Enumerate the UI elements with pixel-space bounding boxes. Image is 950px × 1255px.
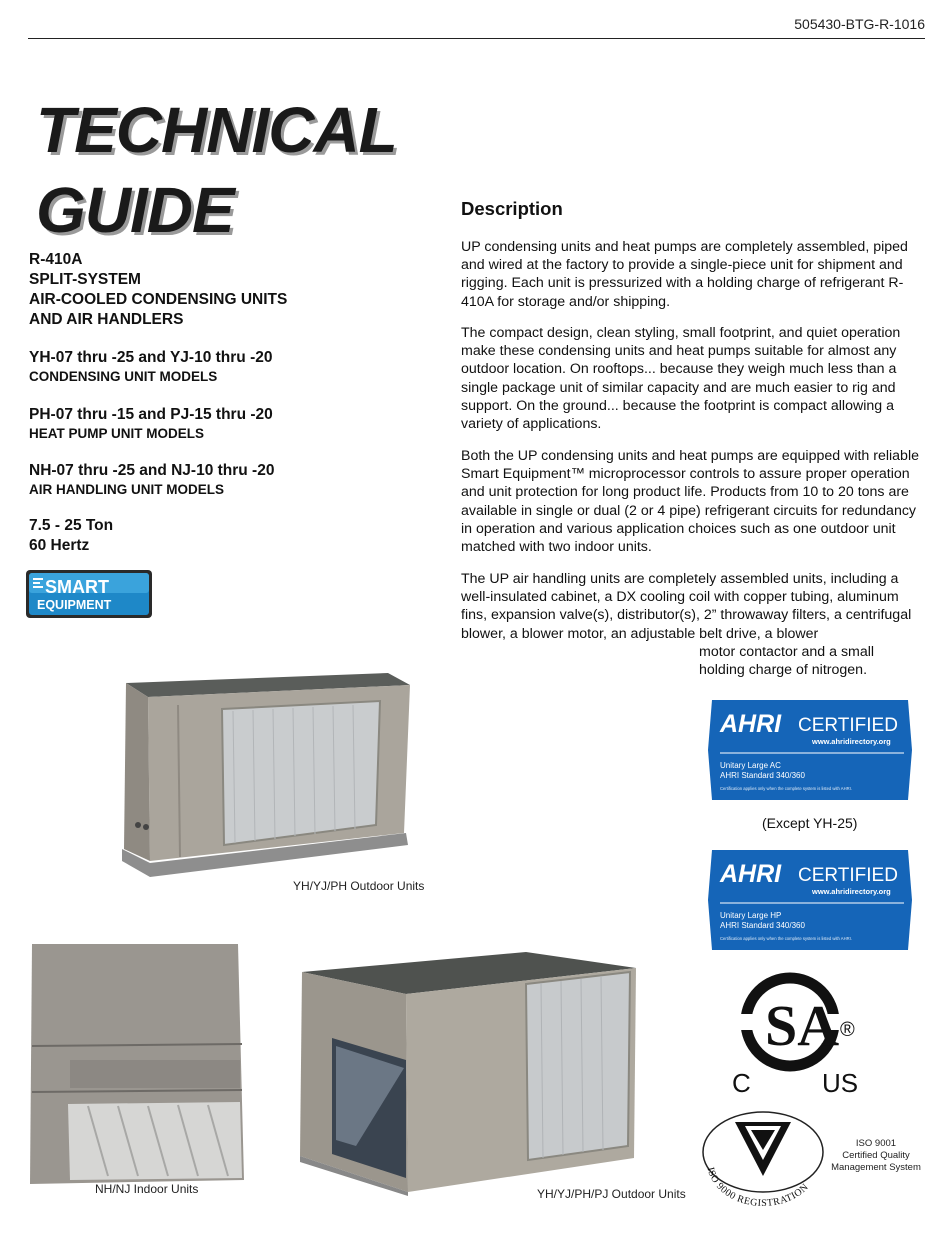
header-rule xyxy=(28,38,925,39)
iso-caption-line2: Certified Quality xyxy=(842,1150,910,1161)
ahri-hp-fine: Certification applies only when the complete system is listed with AHRI. xyxy=(720,936,852,941)
description-heading: Description xyxy=(461,198,563,219)
category-line-2: AND AIR HANDLERS xyxy=(29,311,184,328)
ahri-certified-hp-badge xyxy=(706,848,914,952)
ahri-ac-certified: CERTIFIED xyxy=(798,715,898,736)
ahri-hp-brand: AHRI xyxy=(720,860,782,888)
iso-caption-line1: ISO 9001 xyxy=(855,1138,897,1149)
outdoor-unit-image-bottom xyxy=(296,946,641,1196)
outdoor-unit-image-top xyxy=(118,665,418,905)
indoor-unit-image xyxy=(28,940,248,1190)
refrigerant: R-410A xyxy=(29,251,83,268)
condensing-label: CONDENSING UNIT MODELS xyxy=(29,369,218,384)
heat-pump-models: PH-07 thru -15 and PJ-15 thru -20 xyxy=(29,406,273,423)
csa-us: US xyxy=(822,1068,859,1098)
csa-registered: ® xyxy=(840,1019,855,1041)
ahri-ac-note: (Except YH-25) xyxy=(762,815,858,831)
iso-caption-line3: Management System xyxy=(831,1162,921,1173)
description-paragraph-4: The UP air handling units are completely assembled units, including a well-insulated cabinet, a DX cooling coil with copper tubing, aluminum fins, expansion valve(s), distributor(s), 2” throwaway filters, a centrifugal blower, a blower motor, an adjustable belt drive, a blower xyxy=(461,571,912,642)
title-line-1: TECHNICAL xyxy=(36,94,397,166)
caption-outdoor-bottom: YH/YJ/PH/PJ Outdoor Units xyxy=(537,1187,686,1201)
ahri-hp-url: www.ahridirectory.org xyxy=(812,887,891,896)
condensing-models: YH-07 thru -25 and YJ-10 thru -20 xyxy=(29,349,273,366)
ahri-hp-certified: CERTIFIED xyxy=(798,865,898,886)
ahri-ac-line1: Unitary Large AC xyxy=(720,761,781,770)
description-paragraph-2: The compact design, clean styling, small footprint, and quiet operation make these condensing units and heat pumps suitable for almost any outdoor location. On rooftops... because they weigh much less than a single package unit of similar capacity and are much easier to rig and support. On the ground... because the footprint is compact allowing a variety of applications. xyxy=(461,325,901,433)
ahri-hp-line2: AHRI Standard 340/360 xyxy=(720,921,805,930)
smart-logo-line1: SMART xyxy=(45,577,109,597)
ahri-certified-ac-badge xyxy=(706,698,914,802)
tonnage: 7.5 - 25 Ton xyxy=(29,517,114,534)
caption-indoor: NH/NJ Indoor Units xyxy=(95,1182,199,1196)
frequency: 60 Hertz xyxy=(29,537,90,554)
caption-outdoor-top: YH/YJ/PH Outdoor Units xyxy=(293,879,425,893)
iso-arc-text: ISO 9000 REGISTRATION xyxy=(704,1166,811,1208)
document-number: 505430-BTG-R-1016 xyxy=(794,16,925,32)
csa-mark-letters: SA xyxy=(765,993,840,1058)
description-paragraph-3: Both the UP condensing units and heat pumps are equipped with reliable Smart Equipment™ microprocessor controls to assure proper operation and unit protection for long product life. Products from 10 to 20 tons are available in single or dual (2 or 4 pipe) refrigerant circuits for redundancy in operation and various application choices such as one outdoor unit matched with two indoor units. xyxy=(461,448,919,556)
ahri-ac-fine: Certification applies only when the complete system is listed with AHRI. xyxy=(720,786,852,791)
smart-equipment-logo xyxy=(25,569,153,619)
description-paragraph-4-tail-2: holding charge of nitrogen. xyxy=(699,662,868,678)
system-type: SPLIT-SYSTEM xyxy=(29,271,141,288)
ahri-ac-brand: AHRI xyxy=(720,710,782,738)
description-paragraph-1: UP condensing units and heat pumps are completely assembled, piped and wired at the factory to provide a single-piece unit for shipment and rigging. Each unit is pressurized with a holding charge of refrigerant R-410A for storage and/or shipping. xyxy=(461,239,908,310)
category-line-1: AIR-COOLED CONDENSING UNITS xyxy=(29,291,288,308)
air-handler-label: AIR HANDLING UNIT MODELS xyxy=(29,482,224,497)
iso-caption xyxy=(826,1138,926,1174)
heat-pump-label: HEAT PUMP UNIT MODELS xyxy=(29,426,205,441)
csa-c: C xyxy=(732,1068,751,1098)
iso-9000-registration-mark xyxy=(695,1108,830,1208)
title-line-2: GUIDE xyxy=(36,174,234,246)
csa-certification-mark xyxy=(722,970,872,1100)
ahri-ac-line2: AHRI Standard 340/360 xyxy=(720,771,805,780)
description-paragraph-4-tail-1: motor contactor and a small xyxy=(699,644,875,660)
ahri-hp-line1: Unitary Large HP xyxy=(720,911,782,920)
ahri-ac-url: www.ahridirectory.org xyxy=(812,737,891,746)
air-handler-models: NH-07 thru -25 and NJ-10 thru -20 xyxy=(29,462,275,479)
smart-logo-line2: EQUIPMENT xyxy=(37,598,112,612)
